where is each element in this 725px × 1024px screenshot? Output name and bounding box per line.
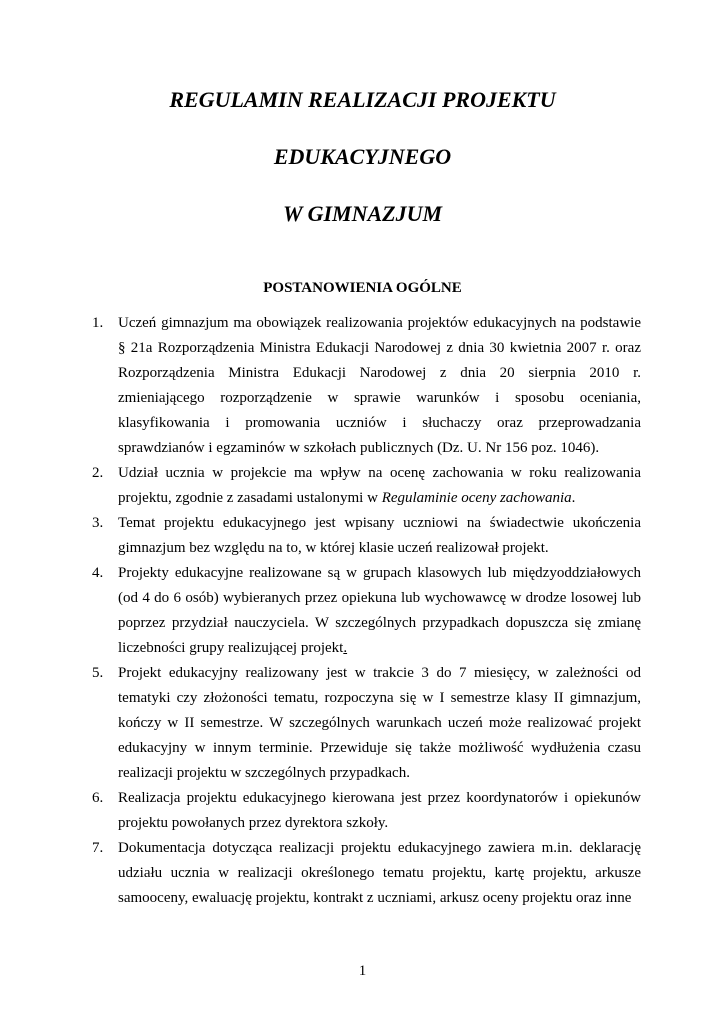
- list-item-number: 7.: [92, 840, 104, 856]
- list-item: [92, 661, 641, 786]
- list-item-text: Uczeń gimnazjum ma obowiązek realizowania projektów edukacyjnych na podstawie § 21a Rozporządzenia Ministra Edukacji Narodowej z dnia 30 kwietnia 2007 r. oraz Rozporządzenia Ministra Edukacji Narodowej z dnia 20 sierpnia 2010 r. zmieniającego rozporządzenie w sprawie warunków i sposobu oceniania, klasyfikowania i promowania uczniów i słuchaczy oraz przeprowadzania sprawdzianów i egzaminów w szkołach publicznych (Dz. U. Nr 156 poz. 1046).: [118, 315, 641, 456]
- list-item-number: 6.: [92, 790, 104, 806]
- list-item-number: 1.: [92, 315, 104, 331]
- list-item-underlined-text: .: [343, 640, 348, 656]
- numbered-list: [92, 311, 641, 911]
- list-item-text: Udział ucznia w projekcie ma wpływ na ocenę zachowania w roku realizowania projektu, zgodnie z zasadami ustalonymi w: [118, 465, 641, 506]
- list-item-text: Temat projektu edukacyjnego jest wpisany uczniowi na świadectwie ukończenia gimnazjum bez względu na to, w której klasie uczeń realizował projekt.: [118, 515, 641, 556]
- list-item-text: Realizacja projektu edukacyjnego kierowana jest przez koordynatorów i opiekunów projektu powołanych przez dyrektora szkoły.: [118, 790, 641, 831]
- list-item-text: Projekt edukacyjny realizowany jest w trakcie 3 do 7 miesięcy, w zależności od tematyki czy złożoności tematu, rozpoczyna się w I semestrze klasy II gimnazjum, kończy w II semestrze. W szczególnych warunkach uczeń może realizować projekt edukacyjny w innym terminie. Przewiduje się także możliwość wydłużenia czasu realizacji projektu w szczególnych przypadkach.: [118, 665, 641, 781]
- list-item: [92, 561, 641, 661]
- list-item: [92, 786, 641, 836]
- list-item: [92, 461, 641, 511]
- document-title-line-1: REGULAMIN REALIZACJI PROJEKTU: [169, 87, 556, 112]
- section-heading: POSTANOWIENIA OGÓLNE: [263, 280, 462, 296]
- list-item-text: Dokumentacja dotycząca realizacji projektu edukacyjnego zawiera m.in. deklarację udziału ucznia w realizacji określonego tematu projektu, kartę projektu, arkusze samooceny, ewaluację projektu, kontrakt z uczniami, arkusz oceny projektu oraz inne: [118, 840, 641, 906]
- list-item-italic-text: Regulaminie oceny zachowania: [381, 490, 572, 506]
- list-item-text: .: [571, 490, 576, 506]
- list-item: [92, 836, 641, 911]
- list-item-text: Projekty edukacyjne realizowane są w grupach klasowych lub międzyoddziałowych (od 4 do 6 osób) wybieranych przez opiekuna lub wychowawcę w drodze losowej lub poprzez przydział nauczyciela. W szczególnych przypadkach dopuszcza się zmianę liczebności grupy realizującej projekt: [118, 565, 641, 656]
- page-number: 1: [358, 963, 367, 979]
- list-item-number: 3.: [92, 515, 104, 531]
- list-item-number: 4.: [92, 565, 104, 581]
- document-title-line-2: EDUKACYJNEGO: [273, 144, 452, 169]
- list-item: [92, 511, 641, 561]
- list-item-number: 5.: [92, 665, 104, 681]
- list-item-number: 2.: [92, 465, 104, 481]
- document-title-line-3: W GIMNAZJUM: [282, 201, 443, 226]
- list-item: [92, 311, 641, 461]
